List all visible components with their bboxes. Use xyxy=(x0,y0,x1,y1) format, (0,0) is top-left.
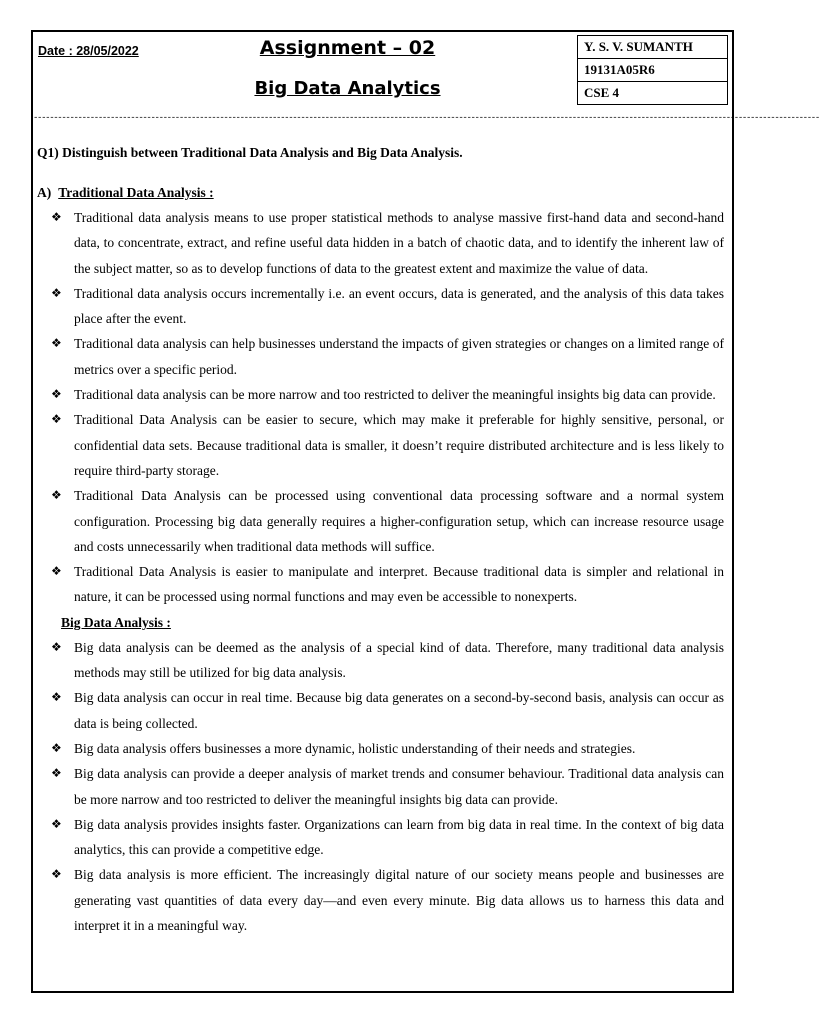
date-label: Date : 28/05/2022 xyxy=(38,44,139,58)
bullet-diamond-icon: ❖ xyxy=(51,210,62,224)
bullet-diamond-icon: ❖ xyxy=(51,740,62,755)
list-item: ❖ Traditional Data Analysis is easier to manipulate and interpret. Because traditional data is simpler and relational in nature, it can be processed using normal functions and may even be accessible to nonexperts. xyxy=(37,559,724,610)
list-item: ❖ Big data analysis can be deemed as the analysis of a special kind of data. Therefore, many traditional data analysis methods may still be utilized for big data analysis. xyxy=(37,635,724,686)
separator-line: -------------------------------------------------------------------------------------------------------------------------------------------------------------------------------------------------- xyxy=(33,113,819,123)
bullet-diamond-icon: ❖ xyxy=(51,285,62,300)
list-item: ❖ Big data analysis can occur in real time. Because big data generates on a second-by-second basis, analysis can occur as data is being collected. xyxy=(37,685,724,736)
document-body xyxy=(37,140,724,938)
subject-title: Big Data Analytics xyxy=(254,78,441,99)
list-item: ❖ Big data analysis can provide a deeper analysis of market trends and consumer behaviour. Traditional data analysis can be more narrow and too restricted to deliver the meaningful insights big data can provide. xyxy=(37,761,724,812)
section-a-title: Traditional Data Analysis : xyxy=(58,185,214,200)
section-a-heading xyxy=(37,180,724,205)
section-b-list xyxy=(37,635,724,939)
section-b-title: Big Data Analysis : xyxy=(61,614,171,630)
student-name: Y. S. V. SUMANTH xyxy=(578,36,728,59)
branch: CSE 4 xyxy=(578,82,728,105)
question-text: Q1) Distinguish between Traditional Data Analysis and Big Data Analysis. xyxy=(37,145,463,160)
list-item: ❖ Traditional data analysis can be more narrow and too restricted to deliver the meaningful insights big data can provide. xyxy=(37,382,724,407)
list-item: ❖ Traditional Data Analysis can be easier to secure, which may make it preferable for highly sensitive, personal, or confidential data sets. Because traditional data is smaller, it doesn’t require distributed architecture and is less likely to require third-party storage. xyxy=(37,407,724,483)
section-a-list xyxy=(37,205,724,610)
bullet-diamond-icon: ❖ xyxy=(51,639,62,654)
section-b-heading xyxy=(37,610,724,635)
list-item: ❖ Traditional Data Analysis can be processed using conventional data processing software and a normal system configuration. Processing big data generally requires a higher-configuration setup, which can increase resource usage and costs unnecessarily when traditional data methods will suffice. xyxy=(37,483,724,559)
bullet-diamond-icon: ❖ xyxy=(51,412,62,427)
bullet-diamond-icon: ❖ xyxy=(51,867,62,882)
list-item: ❖ Traditional data analysis occurs incrementally i.e. an event occurs, data is generated, and the analysis of this data takes place after the event. xyxy=(37,281,724,332)
list-item: ❖ Big data analysis is more efficient. The increasingly digital nature of our society means people and businesses are generating vast quantities of data every day—and even every minute. Big data allows us to harness this data and interpret it in a meaningful way. xyxy=(37,862,724,938)
bullet-diamond-icon: ❖ xyxy=(51,488,62,503)
list-item: ❖ Big data analysis offers businesses a more dynamic, holistic understanding of their needs and strategies. xyxy=(37,736,724,761)
list-item: ❖ Traditional data analysis means to use proper statistical methods to analyse massive first-hand data and second-hand data, to concentrate, extract, and refine useful data hidden in a batch of chaotic data, and to identify the inherent law of the subject matter, so as to develop functions of data to the greatest extent and maximize the value of data. xyxy=(37,205,724,281)
bullet-diamond-icon: ❖ xyxy=(51,336,62,351)
assignment-title: Assignment – 02 xyxy=(259,37,436,59)
section-a-prefix: A) xyxy=(37,185,52,200)
bullet-diamond-icon: ❖ xyxy=(51,816,62,831)
list-item: ❖ Big data analysis provides insights faster. Organizations can learn from big data in real time. In the context of big data analytics, this can provide a competitive edge. xyxy=(37,812,724,863)
bullet-diamond-icon: ❖ xyxy=(51,690,62,705)
bullet-diamond-icon: ❖ xyxy=(51,766,62,781)
bullet-diamond-icon: ❖ xyxy=(51,564,62,579)
student-info-table xyxy=(577,35,728,105)
list-item: ❖ Traditional data analysis can help businesses understand the impacts of given strategies or changes on a limited range of metrics over a specific period. xyxy=(37,331,724,382)
roll-number: 19131A05R6 xyxy=(578,59,728,82)
bullet-diamond-icon: ❖ xyxy=(51,387,62,402)
